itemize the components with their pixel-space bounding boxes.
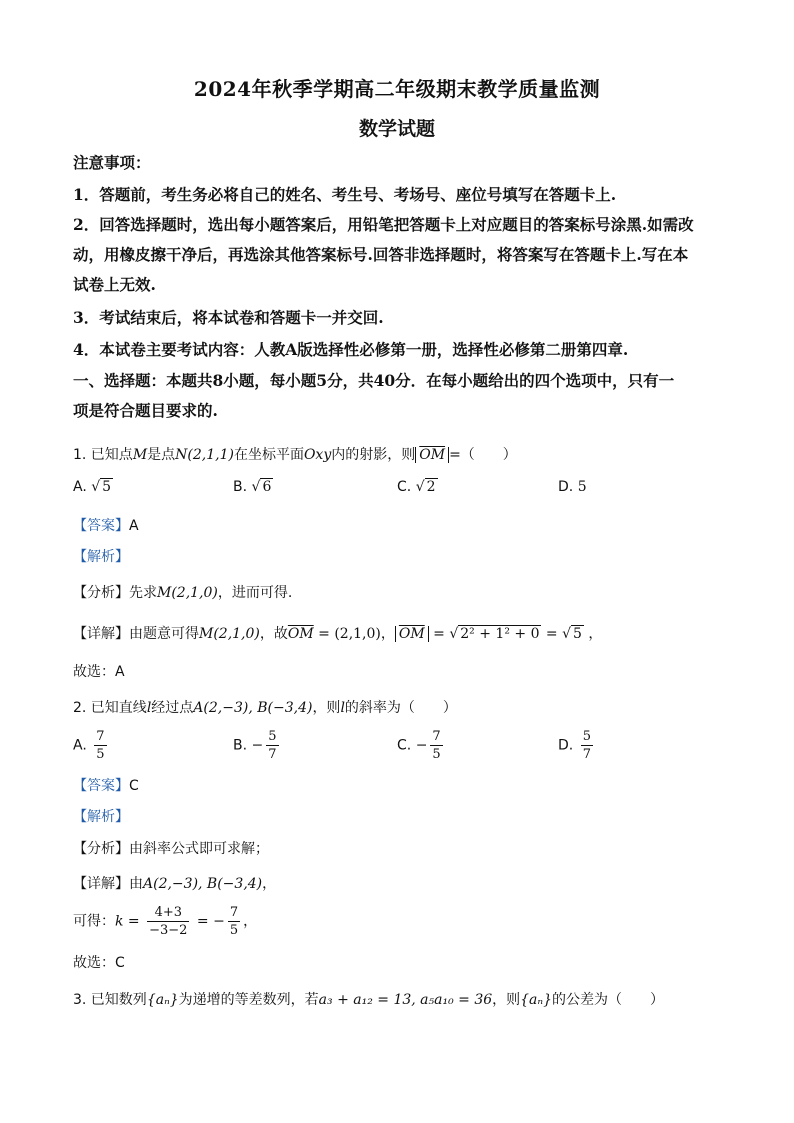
q2-option-d: D. $\frac{5}{7}$ [558,729,591,762]
note-line-5: 3．考试结束后，将本试卷和答题卡一并交回. [73,308,384,327]
q2-option-a: A. $\frac{7}{5}$ [73,729,105,762]
page-title: 2024年秋季学期高二年级期末教学质量监测 [193,77,601,101]
note-line-4: 试卷上无效. [73,275,156,294]
q1-option-a: A. √ 5 [73,479,112,495]
q1-detail: 【详解】由题意可得M(2,1,0)，故$\overline{OM} = (2,1,0)$， $\overline{OM}$ = √ 2² + 1² + 0 = √ 5 ， [73,626,603,642]
q3-stem: 3. 已知数列{aₙ}为递增的等差数列，若a₃ + a₁₂ = 13, a₅a₁₀ = 36，则{aₙ}的公差为（ ） [73,992,664,1008]
q2-choose: 故选：C [73,955,125,971]
q1-analysis: 【分析】先求M(2,1,0)，进而可得. [73,585,293,601]
q1-jiexi: 【解析】 [73,549,129,565]
note-line-3: 动，用橡皮擦干净后，再选涂其他答案标号.回答非选择题时，将答案写在答题卡上.写在本 [73,245,689,264]
q2-option-c: C. − $\frac{7}{5}$ [397,729,441,762]
note-line-2: 2．回答选择题时，选出每小题答案后，用铅笔把答题卡上对应题目的答案标号涂黑.如需改 [73,215,694,234]
q1-stem: 1. 已知点M是点N(2,1,1)在坐标平面Oxy内的射影，则 $\overline{OM}$ =（ ） [73,447,517,463]
q1-option-c: C. √ 2 [397,479,436,495]
section-heading-line-1: 一、选择题：本题共8小题，每小题5分，共40分．在每小题给出的四个选项中，只有一 [73,371,675,390]
note-line-1: 1．答题前，考生务必将自己的姓名、考生号、考场号、座位号填写在答题卡上. [73,185,617,204]
q2-option-b: B. − $\frac{5}{7}$ [233,729,277,762]
q1-answer: 【答案】A [73,518,139,534]
q1-option-b: B. √ 6 [233,479,272,495]
page-subtitle: 数学试题 [358,118,435,140]
note-line-6: 4．本试卷主要考试内容：人教A版选择性必修第一册，选择性必修第二册第四章. [73,340,629,359]
q2-stem: 2. 已知直线l经过点A(2,−3), B(−3,4)，则l的斜率为（ ） [73,700,457,716]
q2-jiexi: 【解析】 [73,809,129,825]
q2-detail: 【详解】由A(2,−3), B(−3,4)， [73,876,277,892]
section-heading-line-2: 项是符合题目要求的. [73,401,218,420]
notes-heading: 注意事项： [73,153,151,172]
q1-choose: 故选：A [73,664,125,680]
q2-analysis: 【分析】由斜率公式即可求解； [73,841,269,857]
q2-answer: 【答案】C [73,778,139,794]
q2-slope-formula: 可得：k = $\frac{4+3}{-3-2}$ = − $\frac{7}{5}$ ， [73,905,258,938]
q1-option-d: D. 5 [558,479,587,495]
